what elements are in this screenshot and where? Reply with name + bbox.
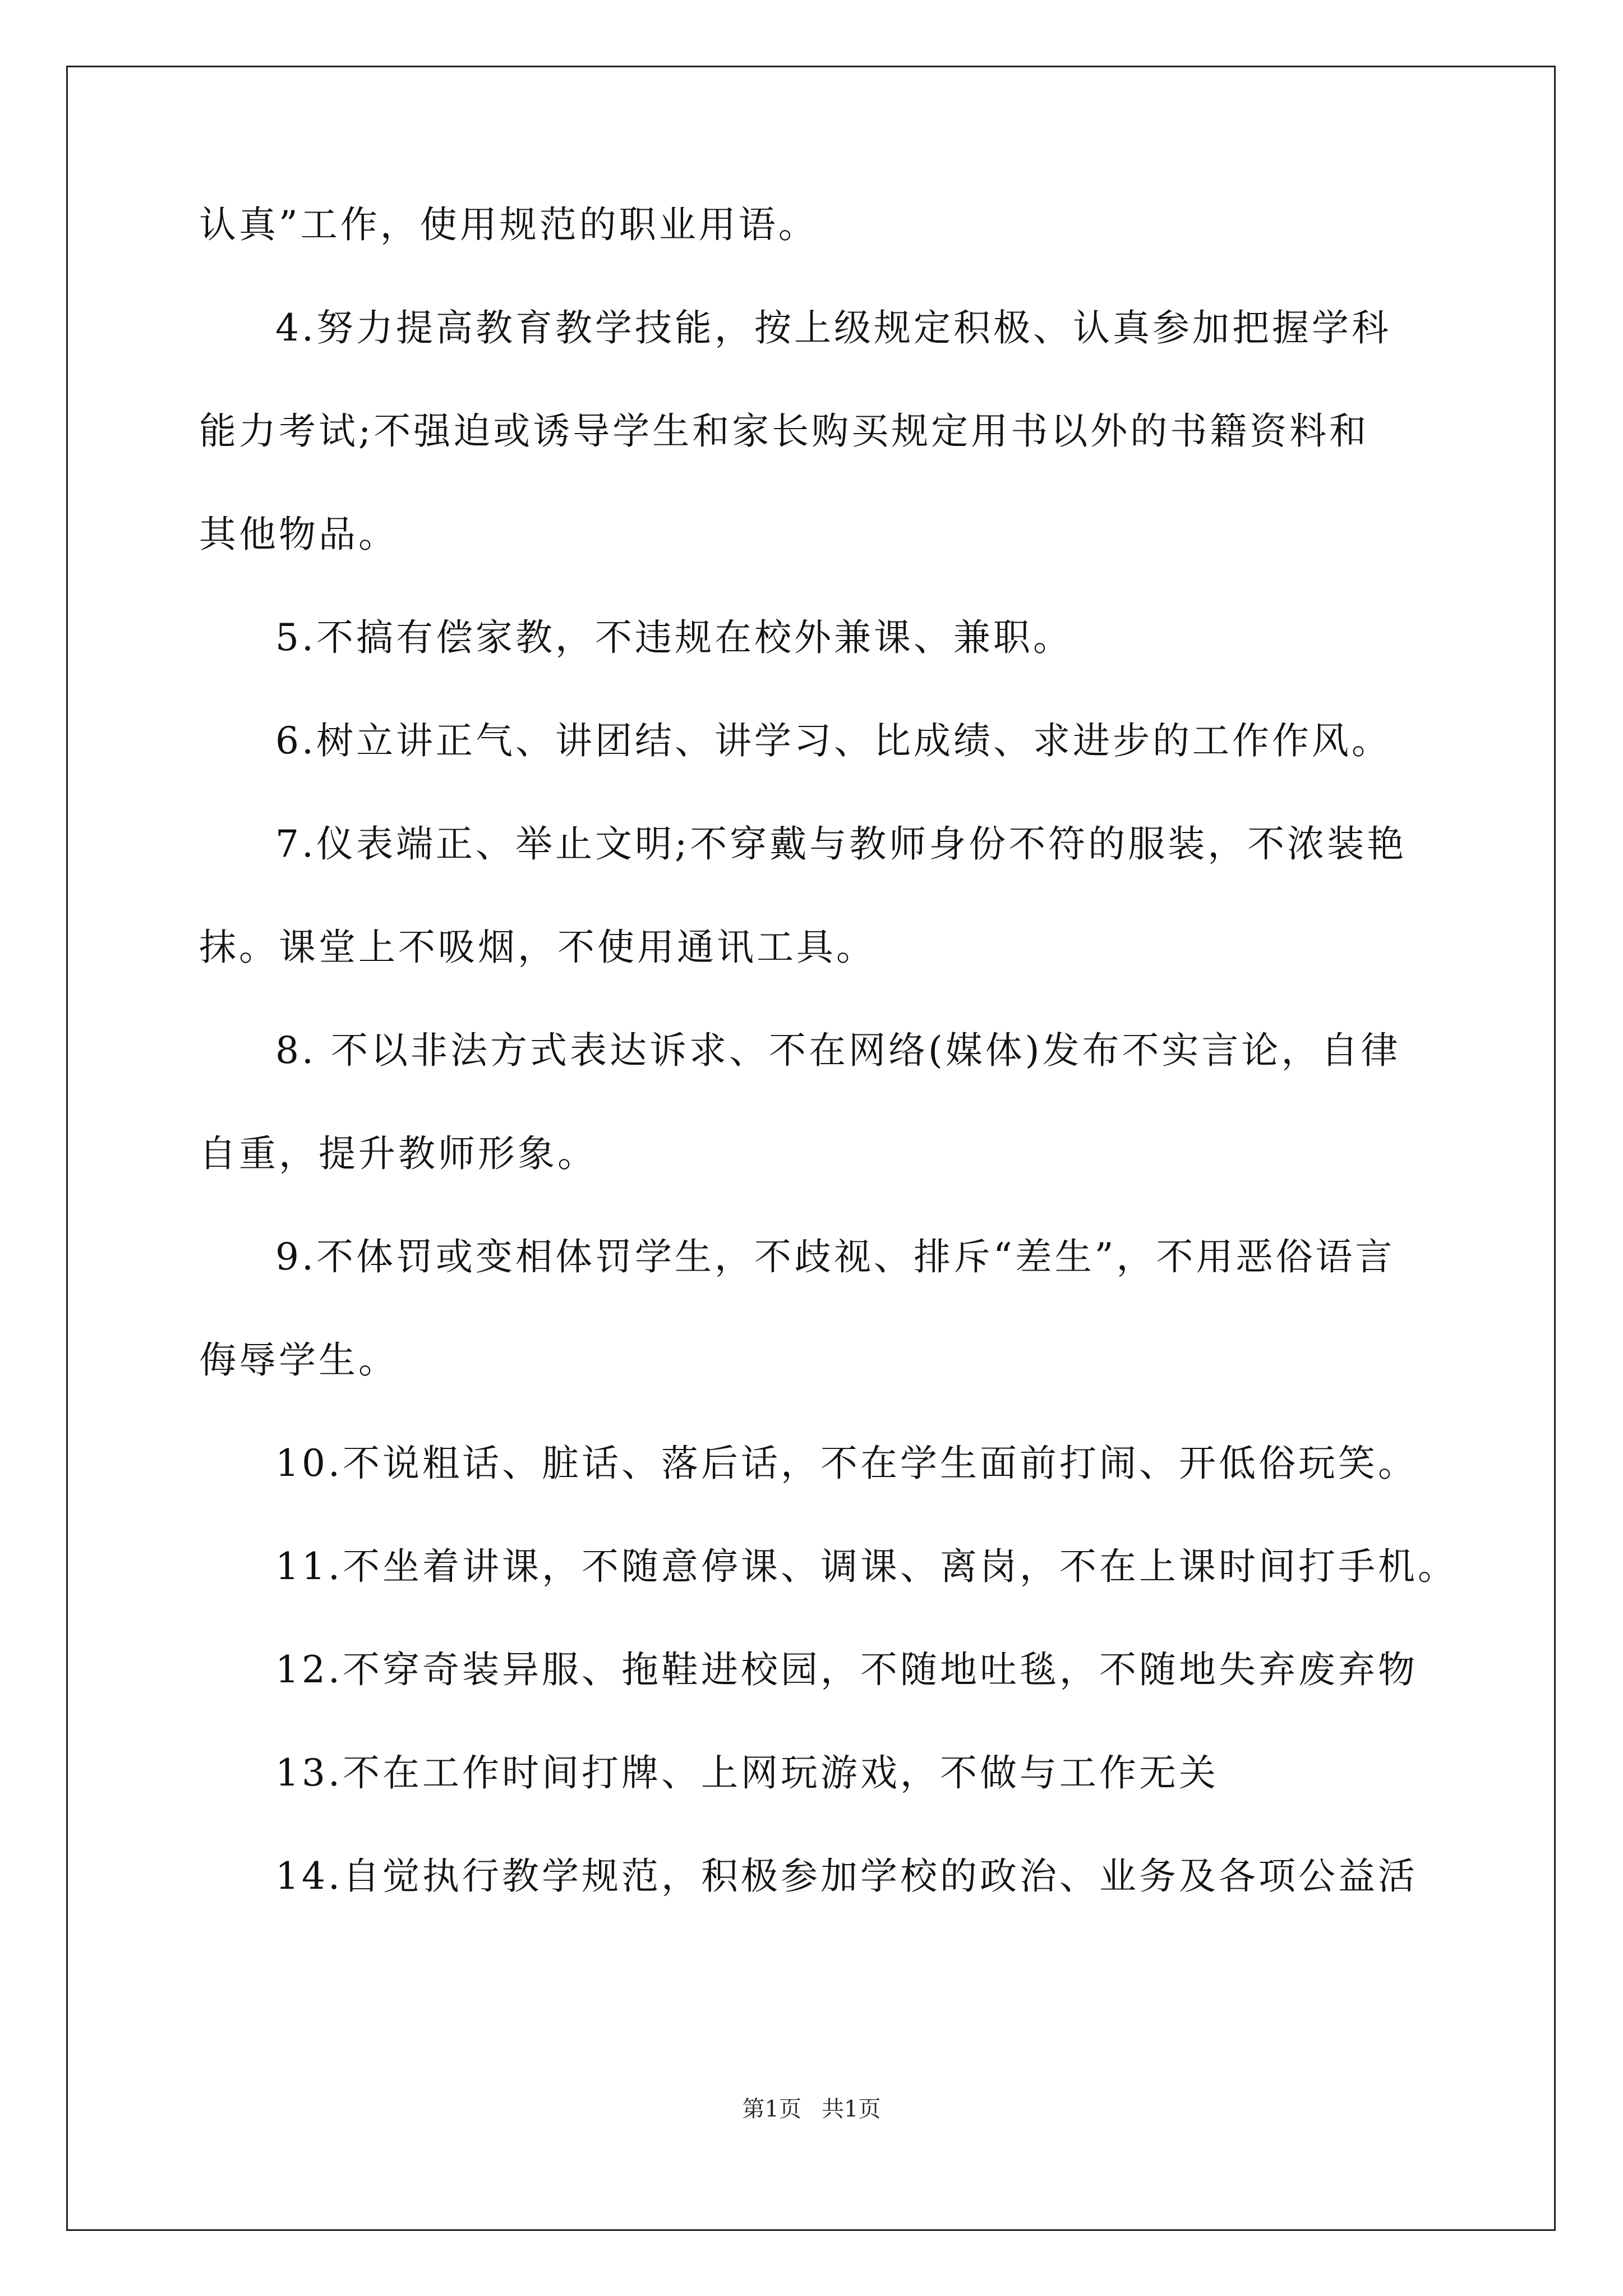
text-line: 抹。课堂上不吸烟，不使用通讯工具。	[199, 926, 876, 969]
text-line: 10.不说粗话、脏话、落后话，不在学生面前打闹、开低俗玩笑。	[275, 1442, 1418, 1485]
text-line: 7.仪表端正、举止文明;不穿戴与教师身份不符的服装，不浓装艳	[275, 822, 1407, 866]
text-line: 能力考试;不强迫或诱导学生和家长购买规定用书以外的书籍资料和	[199, 409, 1370, 453]
text-line: 8. 不以非法方式表达诉求、不在网络(媒体)发布不实言论，自律	[275, 1029, 1401, 1072]
document-body	[199, 203, 1458, 1961]
text-line: 自重，提升教师形象。	[199, 1132, 597, 1175]
text-line: 11.不坐着讲课，不随意停课、调课、离岗，不在上课时间打手机。	[275, 1545, 1458, 1588]
text-line: 侮辱学生。	[199, 1338, 398, 1382]
page-footer	[0, 2098, 1623, 2120]
text-line: 14.自觉执行教学规范，积极参加学校的政治、业务及各项公益活	[275, 1855, 1418, 1898]
text-line: 5.不搞有偿家教，不违规在校外兼课、兼职。	[275, 616, 1073, 659]
text-line: 认真”工作，使用规范的职业用语。	[199, 203, 818, 246]
text-line: 6.树立讲正气、讲团结、讲学习、比成绩、求进步的工作作风。	[275, 719, 1391, 762]
text-line: 4.努力提高教育教学技能，按上级规定积极、认真参加把握学科	[275, 306, 1391, 349]
text-line: 12.不穿奇装异服、拖鞋进校园，不随地吐毯，不随地失弃废弃物	[275, 1648, 1418, 1691]
text-line: 13.不在工作时间打牌、上网玩游戏，不做与工作无关	[275, 1751, 1219, 1795]
text-line: 9.不体罚或变相体罚学生，不歧视、排斥“差生”，不用恶俗语言	[275, 1235, 1395, 1278]
page-number: 第1页	[742, 2096, 801, 2122]
text-line: 其他物品。	[199, 513, 398, 556]
page-total: 共1页	[822, 2096, 881, 2122]
